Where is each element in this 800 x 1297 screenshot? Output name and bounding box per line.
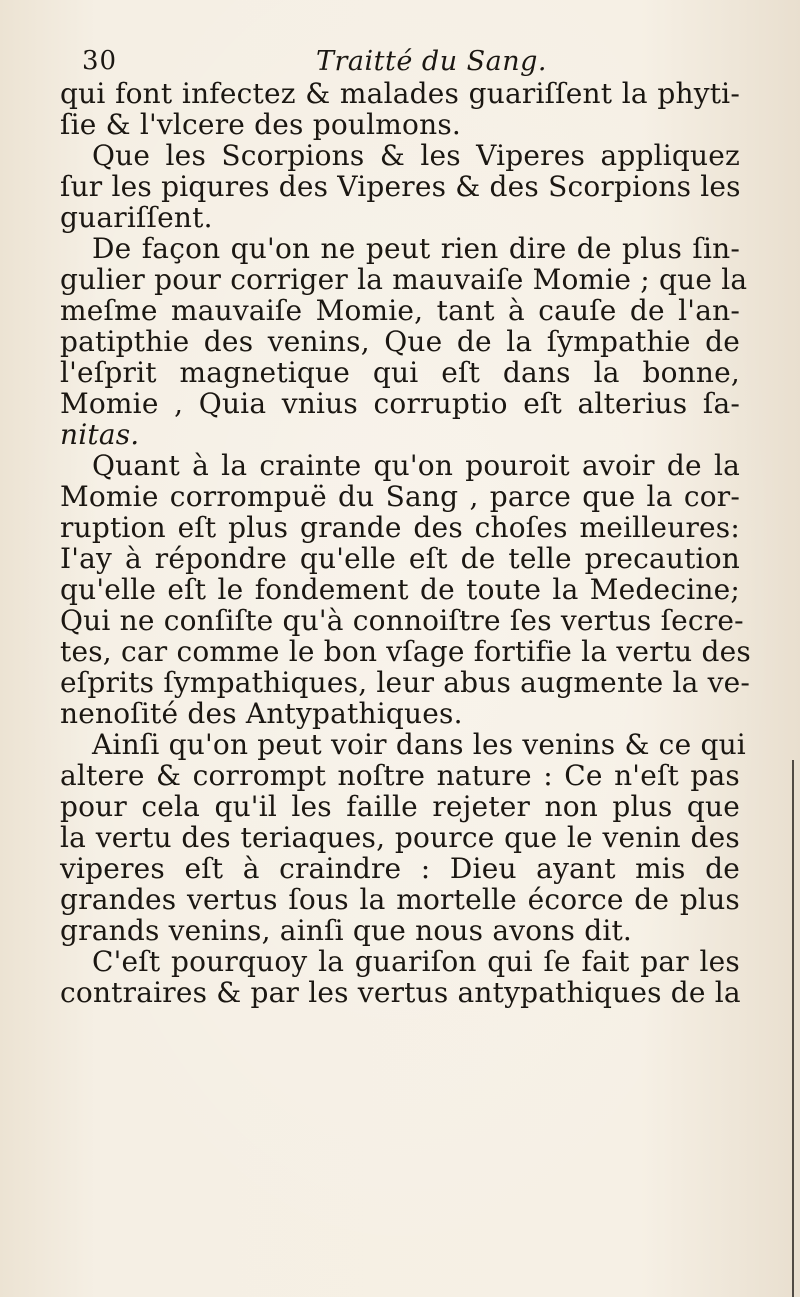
text-line: Que les Scorpions & les Viperes appliquez <box>92 139 740 172</box>
text-line: ſie & l'vlcere des poulmons. <box>60 108 461 141</box>
text-line: Ainſi qu'on peut voir dans les venins & ce qui <box>92 728 746 761</box>
text-line: qu'elle eſt le fondement de toute la Medecine; <box>60 573 740 606</box>
text-line: Momie corrompuë du Sang , parce que la cor- <box>60 480 740 513</box>
text-line: gulier pour corriger la mauvaiſe Momie ; que la <box>60 263 748 296</box>
text-line: Momie , Quia vnius corruptio eſt alterius ſa- <box>60 387 740 420</box>
text-line: l'eſprit magnetique qui eſt dans la bonne, <box>60 356 740 389</box>
text-line: grandes vertus ſous la mortelle écorce de plus <box>60 883 740 916</box>
text-line: eſprits ſympathiques, leur abus augmente la ve- <box>60 666 751 699</box>
page-number: 30 <box>82 46 118 76</box>
text-line: Qui ne conſiſte qu'à connoiſtre ſes vertus ſecre- <box>60 604 744 637</box>
text-line: De façon qu'on ne peut rien dire de plus ſin- <box>92 232 740 265</box>
running-title: Traitté du Sang. <box>316 46 548 77</box>
text-line: viperes eſt à craindre : Dieu ayant mis de <box>60 852 740 885</box>
text-line: ſur les piqures des Viperes & des Scorpions les <box>60 170 741 203</box>
text-line: patipthie des venins, Que de la ſympathie de <box>60 325 740 358</box>
text-line: la vertu des teriaques, pource que le venin des <box>60 821 740 854</box>
body-text <box>60 77 751 1009</box>
text-line: meſme mauvaiſe Momie, tant à cauſe de l'an- <box>60 294 740 327</box>
text-line: altere & corrompt noſtre nature : Ce n'eſt pas <box>60 759 740 792</box>
text-line: ruption eſt plus grande des choſes meilleures: <box>60 511 740 544</box>
text-line: contraires & par les vertus antypathiques de la <box>60 976 741 1009</box>
text-line: grands venins, ainſi que nous avons dit. <box>60 914 633 947</box>
text-line: nitas. <box>60 418 140 451</box>
text-line: guariſſent. <box>60 201 213 234</box>
text-line: qui font infectez & malades guariſſent la phyti- <box>60 77 740 110</box>
text-line: C'eſt pourquoy la guariſon qui ſe fait par les <box>92 945 740 978</box>
text-line: Quant à la crainte qu'on pouroit avoir de la <box>92 449 740 482</box>
text-line: I'ay à répondre qu'elle eſt de telle precaution <box>60 542 740 575</box>
text-line: pour cela qu'il les faille rejeter non plus que <box>60 790 740 823</box>
page-edge-shadow <box>792 760 794 1297</box>
text-line: nenoſité des Antypathiques. <box>60 697 463 730</box>
text-line: tes, car comme le bon vſage fortifie la vertu des <box>60 635 751 668</box>
